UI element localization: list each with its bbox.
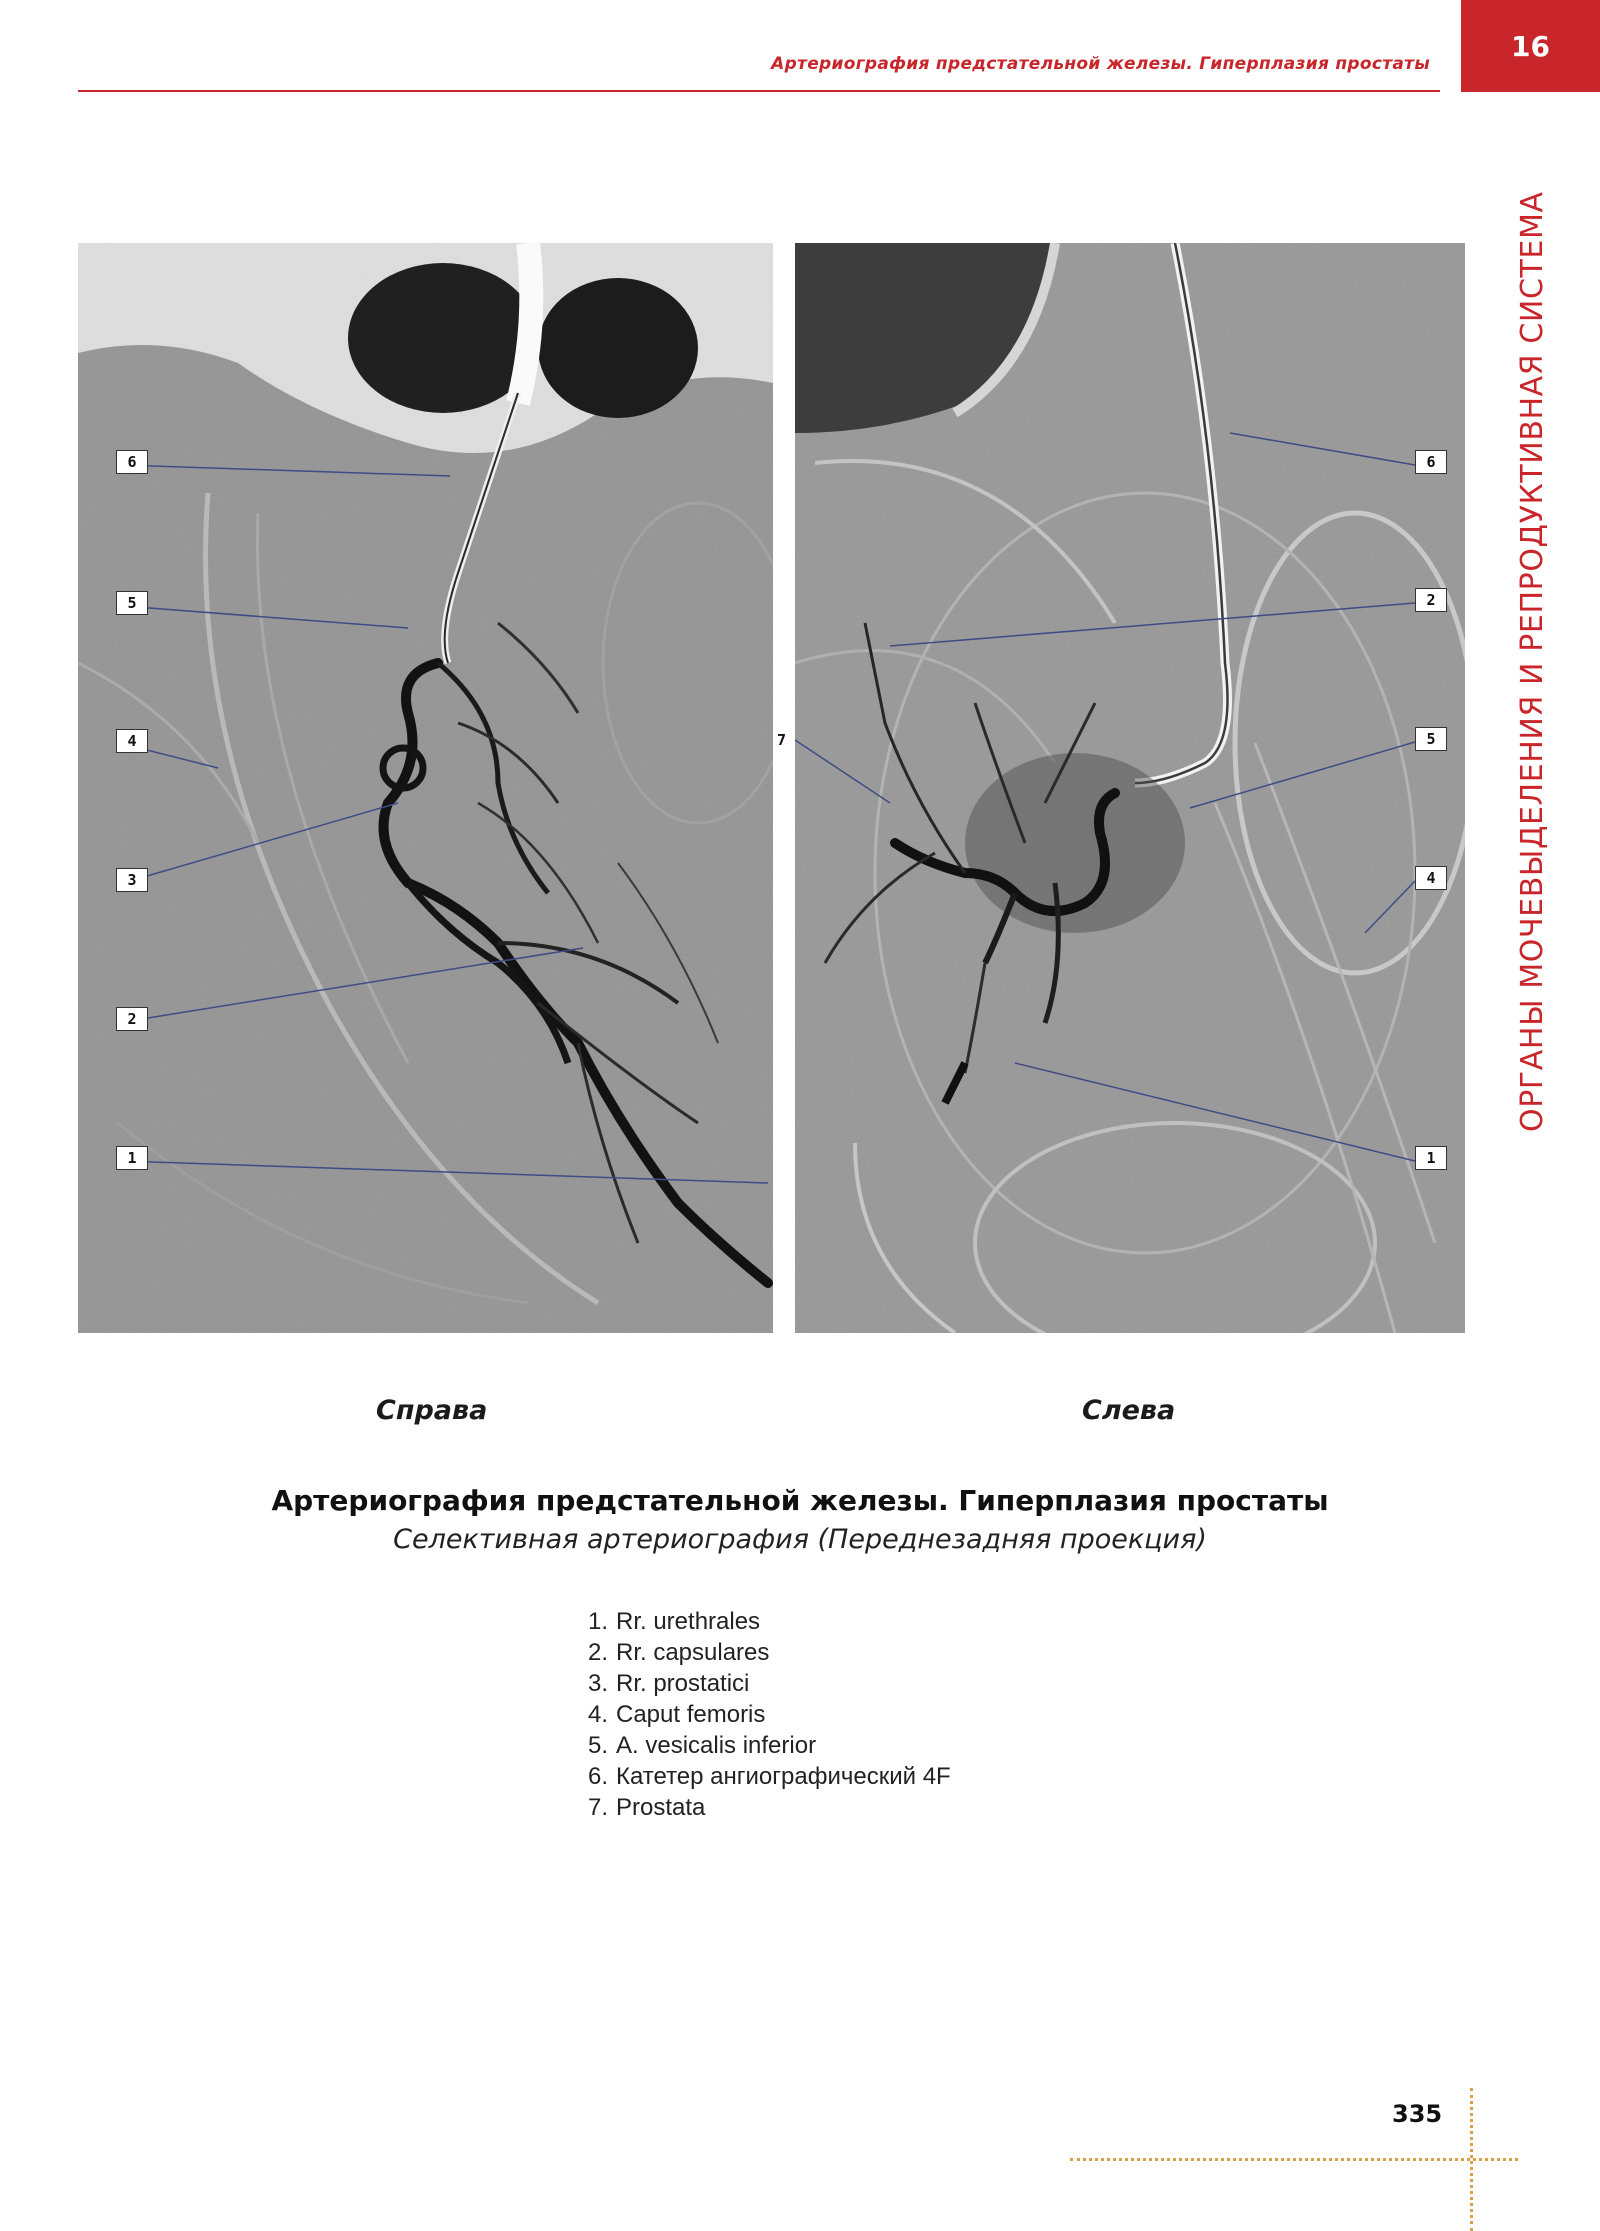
chapter-tab	[1461, 0, 1600, 92]
label-4-right: 4	[116, 729, 148, 753]
chapter-number: 16	[1511, 29, 1550, 63]
angiogram-left	[795, 243, 1465, 1333]
header-rule	[78, 90, 1440, 92]
label-6-right: 6	[116, 450, 148, 474]
side-chapter-title: ОРГАНЫ МОЧЕВЫДЕЛЕНИЯ И РЕПРОДУКТИВНАЯ СИСТЕМА	[1515, 191, 1550, 1132]
legend-item: 5. A. vesicalis inferior	[587, 1732, 817, 1759]
figure-title: Артериография предстательной железы. Гиперплазия простаты	[271, 1484, 1329, 1517]
label-4-left: 4	[1415, 866, 1447, 890]
side-tab	[1461, 92, 1600, 2231]
legend-item: 1. Rr. urethrales	[587, 1608, 761, 1635]
legend-item: 3. Rr. prostatici	[587, 1670, 750, 1697]
caption-right-view: Справа	[376, 1395, 488, 1426]
angiogram-left-image	[795, 243, 1465, 1333]
label-5-right: 5	[116, 591, 148, 615]
figure-subtitle: Селективная артериография (Переднезадняя проекция)	[393, 1524, 1207, 1555]
running-header	[78, 50, 1440, 92]
label-7-center: 7	[777, 731, 787, 749]
page-number: 335	[1392, 2100, 1443, 2128]
running-title: Артериография предстательной железы. Гиперплазия простаты	[771, 54, 1430, 74]
footer-dotted-rule	[1070, 2158, 1518, 2161]
label-2-right: 2	[116, 1007, 148, 1031]
legend-item: 6. Катетер ангиографический 4F	[587, 1763, 951, 1790]
legend-item: 4. Caput femoris	[587, 1701, 766, 1728]
label-1-right: 1	[116, 1146, 148, 1170]
footer-dotted-divider	[1470, 2088, 1473, 2231]
angiogram-right-image	[78, 243, 773, 1333]
label-2-left: 2	[1415, 588, 1447, 612]
label-5-left: 5	[1415, 727, 1447, 751]
angiogram-right	[78, 243, 773, 1333]
label-1-left: 1	[1415, 1146, 1447, 1170]
label-6-left: 6	[1415, 450, 1447, 474]
legend-item: 2. Rr. capsulares	[587, 1639, 770, 1666]
figure-legend	[568, 1606, 951, 1823]
caption-left-view: Слева	[1082, 1395, 1176, 1426]
label-3-right: 3	[116, 868, 148, 892]
legend-item: 7. Prostata	[587, 1794, 706, 1821]
